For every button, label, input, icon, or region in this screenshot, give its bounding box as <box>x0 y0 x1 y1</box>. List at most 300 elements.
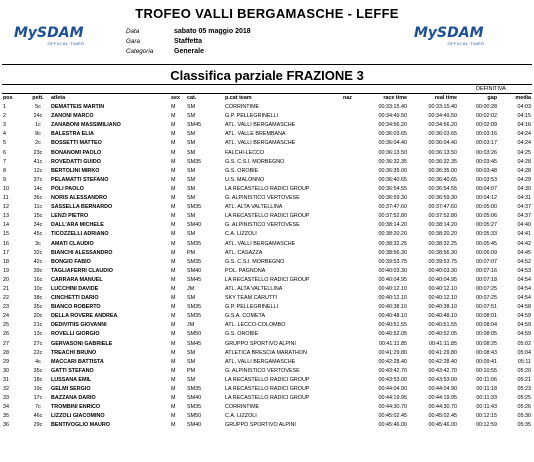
cell-race-time: 00:42:28.40 <box>378 358 408 365</box>
cell-bib: 22c <box>33 349 43 356</box>
cell-category-pos <box>211 194 225 203</box>
meta-value: Generale <box>174 48 204 55</box>
cell-nation <box>343 267 357 276</box>
cell-bib: 36c <box>33 195 43 202</box>
cell-sex: M <box>171 167 176 174</box>
cell-gap: 00:07:25 <box>476 295 498 302</box>
cell-bib: 21c <box>33 322 43 329</box>
cell-gap: 00:08:25 <box>476 340 498 347</box>
cell-sex: M <box>171 313 176 320</box>
cell-pace: 04:16 <box>517 122 532 129</box>
cell-sex: M <box>171 331 176 338</box>
cell-team: POL. PAGNONA <box>225 267 266 274</box>
cell-team: ATL. VALLI BERGAMASCHE <box>225 122 296 129</box>
cell-pace: 04:59 <box>517 331 532 338</box>
cell-gap: 00:08:43 <box>476 349 498 356</box>
cell-category: SM50 <box>187 331 202 338</box>
cell-category-pos <box>211 421 225 430</box>
cell-real-time: 00:40:12.10 <box>428 285 458 292</box>
cell-athlete: ROVELLI GIORGIO <box>51 331 100 338</box>
cell-pos: 35 <box>3 413 9 420</box>
cell-athlete: DALL'ARA MICHELE <box>51 222 104 229</box>
table-row <box>3 403 531 412</box>
cell-gap: 00:07:51 <box>476 304 498 311</box>
cell-real-time: 00:37:52.80 <box>428 213 458 220</box>
cell-sex: M <box>171 149 176 156</box>
cell-gap: 00:07:16 <box>476 267 498 274</box>
table-row <box>3 112 531 121</box>
cell-real-time: 00:42:28.40 <box>428 358 458 365</box>
cell-bib: 46c <box>33 413 43 420</box>
cell-category: SM35 <box>187 158 202 165</box>
cell-pace: 04:54 <box>517 295 532 302</box>
cell-team: LA RECASTELLO RADICI GROUP <box>225 386 310 392</box>
cell-nation <box>343 240 357 249</box>
table-body <box>3 103 531 430</box>
meta-key: Categoria <box>126 48 154 55</box>
col-header-real-time: real time <box>434 95 458 101</box>
cell-bib: 42c <box>33 258 43 265</box>
cell-pace: 04:40 <box>517 222 532 229</box>
cell-pace: 04:29 <box>517 176 532 183</box>
cell-nation <box>343 121 357 130</box>
logo-text: MySDAM <box>14 25 84 41</box>
cell-category-pos <box>211 376 225 385</box>
cell-athlete: LENZI PIETRO <box>51 213 89 220</box>
status-label: DEFINITIVA <box>476 86 506 92</box>
cell-gap: 00:02:09 <box>476 122 498 129</box>
cell-team: U.S. MALONNO <box>225 176 265 183</box>
cell-pos: 3 <box>3 122 6 129</box>
cell-team: GRUPPO SPORTIVO ALPINI <box>225 340 296 347</box>
cell-pace: 04:15 <box>517 113 532 120</box>
cell-gap: 00:07:18 <box>476 276 498 283</box>
cell-race-time: 00:37:47.60 <box>378 204 408 211</box>
cell-sex: M <box>171 176 176 183</box>
cell-nation <box>343 340 357 349</box>
cell-sex: M <box>171 285 176 292</box>
table-row <box>3 330 531 339</box>
cell-bib: 17c <box>33 395 43 402</box>
cell-category-pos <box>211 294 225 303</box>
table-row <box>3 358 531 367</box>
cell-category-pos <box>211 321 225 330</box>
table-row <box>3 285 531 294</box>
cell-bib: 13c <box>33 331 43 338</box>
cell-nation <box>343 276 357 285</box>
table-row <box>3 194 531 203</box>
cell-pos: 32 <box>3 386 9 392</box>
cell-gap: 00:05:27 <box>476 222 498 229</box>
cell-athlete: GERVASONI GABRIELE <box>51 340 113 347</box>
cell-category: JM <box>187 285 195 292</box>
cell-nation <box>343 258 357 267</box>
cell-real-time: 00:38:14.20 <box>428 222 458 229</box>
cell-real-time: 00:36:03.65 <box>428 131 458 138</box>
cell-nation <box>343 303 357 312</box>
table-row <box>3 158 531 167</box>
cell-team: ATL. ALTA VALTELLINA <box>225 204 283 211</box>
cell-category: SM <box>187 167 196 174</box>
cell-athlete: BAZZANA DARIO <box>51 395 96 402</box>
cell-sex: M <box>171 404 176 411</box>
table-row <box>3 376 531 385</box>
divider-top <box>2 64 532 65</box>
cell-sex: M <box>171 213 176 220</box>
table-row <box>3 240 531 249</box>
cell-gap: 00:02:02 <box>476 113 498 120</box>
cell-gap: 00:07:25 <box>476 285 498 292</box>
cell-real-time: 00:36:40.65 <box>428 176 458 183</box>
cell-race-time: 00:40:03.30 <box>378 267 408 274</box>
cell-bib: 41c <box>33 158 43 165</box>
table-row <box>3 149 531 158</box>
cell-category-pos <box>211 158 225 167</box>
cell-real-time: 00:44:04.90 <box>428 386 458 392</box>
cell-pos: 36 <box>3 422 9 429</box>
cell-category: SM <box>187 213 196 220</box>
cell-sex: M <box>171 340 176 347</box>
cell-category-pos <box>211 303 225 312</box>
cell-race-time: 00:38:56.30 <box>378 249 408 256</box>
table-row <box>3 212 531 221</box>
table-row <box>3 276 531 285</box>
cell-athlete: CARRARA MANUEL <box>51 276 103 283</box>
cell-pace: 04:24 <box>517 140 532 147</box>
cell-bib: 2c <box>35 140 41 147</box>
cell-pos: 7 <box>3 158 6 165</box>
cell-gap: 00:08:05 <box>476 331 498 338</box>
cell-category-pos <box>211 139 225 148</box>
cell-real-time: 00:43:42.70 <box>428 367 458 374</box>
cell-real-time: 00:40:48.10 <box>428 313 458 320</box>
col-header-nation: naz <box>343 95 353 101</box>
col-header-athlete: atleta <box>51 95 66 101</box>
cell-category-pos <box>211 149 225 158</box>
cell-team: ATL. VALLI BERGAMASCHE <box>225 240 296 247</box>
table-row <box>3 258 531 267</box>
cell-bib: 34c <box>33 222 43 229</box>
cell-sex: M <box>171 295 176 302</box>
cell-real-time: 00:36:54.55 <box>428 185 458 192</box>
cell-category-pos <box>211 240 225 249</box>
table-row <box>3 167 531 176</box>
divider-middle <box>2 84 532 85</box>
cell-pace: 04:45 <box>517 249 532 256</box>
cell-category: PM <box>187 249 196 256</box>
cell-pos: 26 <box>3 331 9 338</box>
cell-pace: 04:42 <box>517 240 532 247</box>
cell-race-time: 00:41:29.80 <box>378 349 408 356</box>
cell-athlete: BONANOMI PAOLO <box>51 149 102 156</box>
table-row <box>3 340 531 349</box>
cell-nation <box>343 367 357 376</box>
cell-real-time: 00:33:15.40 <box>428 104 458 111</box>
cell-gap: 00:03:48 <box>476 167 498 174</box>
cell-bib: 1c <box>35 122 41 129</box>
cell-category-pos <box>211 276 225 285</box>
cell-team: ATL. VALLI BERGAMASCHE <box>225 358 296 365</box>
cell-race-time: 00:45:02.45 <box>378 413 408 420</box>
cell-category: SM <box>187 113 196 120</box>
cell-nation <box>343 394 357 403</box>
col-header-pos: pos <box>3 95 13 101</box>
cell-category: SM40 <box>187 267 202 274</box>
meta-row-category <box>126 47 251 57</box>
cell-sex: M <box>171 158 176 165</box>
cell-athlete: POLI PAOLO <box>51 185 84 192</box>
race-meta <box>126 27 251 57</box>
cell-pos: 25 <box>3 322 9 329</box>
results-table <box>3 94 531 430</box>
cell-bib: 7c <box>35 404 41 411</box>
cell-nation <box>343 330 357 339</box>
cell-real-time: 00:44:19.95 <box>428 395 458 402</box>
cell-race-time: 00:36:40.65 <box>378 176 408 183</box>
cell-nation <box>343 421 357 430</box>
cell-pos: 9 <box>3 176 6 183</box>
cell-gap: 00:04:12 <box>476 195 498 202</box>
meta-value: sabato 05 maggio 2018 <box>174 28 251 35</box>
cell-athlete: GELMI SERGIO <box>51 386 91 392</box>
cell-race-time: 00:44:30.70 <box>378 404 408 411</box>
cell-race-time: 00:40:48.10 <box>378 313 408 320</box>
cell-athlete: BONGIO FABIO <box>51 258 91 265</box>
cell-pace: 04:24 <box>517 131 532 138</box>
cell-real-time: 00:40:03.30 <box>428 267 458 274</box>
cell-bib: 20c <box>33 313 43 320</box>
cell-bib: 10c <box>33 285 43 292</box>
cell-race-time: 00:36:13.50 <box>378 149 408 156</box>
cell-bib: 11c <box>33 204 43 211</box>
table-header-row <box>3 94 531 103</box>
cell-category-pos <box>211 403 225 412</box>
cell-race-time: 00:40:12.10 <box>378 295 408 302</box>
cell-gap: 00:03:17 <box>476 140 498 147</box>
cell-athlete: BERTOLINI MIRKO <box>51 167 100 174</box>
cell-team: G.S. C.S.I. MORBEGNO <box>225 258 285 265</box>
logo-subtitle: OFFICIAL TIMER <box>47 41 85 46</box>
table-row <box>3 394 531 403</box>
cell-athlete: BIANCHI ALESSANDRO <box>51 249 113 256</box>
cell-gap: 00:03:45 <box>476 158 498 165</box>
cell-team: ATL. VALLE BREMBANA <box>225 131 286 138</box>
cell-team: CORRINTIME <box>225 104 260 111</box>
cell-sex: M <box>171 258 176 265</box>
cell-gap: 00:03:16 <box>476 131 498 138</box>
mysdam-logo-right <box>414 26 518 46</box>
cell-real-time: 00:40:04.95 <box>428 276 458 283</box>
cell-bib: 18c <box>33 376 43 383</box>
cell-nation <box>343 130 357 139</box>
table-row <box>3 294 531 303</box>
cell-real-time: 00:34:49.50 <box>428 113 458 120</box>
cell-race-time: 00:36:54.55 <box>378 185 408 192</box>
cell-athlete: CINCHETTI DARIO <box>51 295 99 302</box>
cell-nation <box>343 149 357 158</box>
cell-nation <box>343 412 357 421</box>
table-row <box>3 221 531 230</box>
cell-team: C.A. LIZZOLI <box>225 413 257 420</box>
logo-subtitle: OFFICIAL TIMER <box>447 41 485 46</box>
cell-pos: 22 <box>3 295 9 302</box>
cell-category: JM <box>187 322 195 329</box>
cell-athlete: BIANCO ROBERTO <box>51 304 101 311</box>
cell-race-time: 00:45:46.00 <box>378 422 408 429</box>
cell-pace: 04:54 <box>517 285 532 292</box>
cell-athlete: LUCCHINI DAVIDE <box>51 285 99 292</box>
cell-race-time: 00:44:04.90 <box>378 386 408 392</box>
table-row <box>3 103 531 112</box>
cell-nation <box>343 103 357 112</box>
cell-sex: M <box>171 104 176 111</box>
cell-gap: 00:10:55 <box>476 367 498 374</box>
cell-bib: 32c <box>33 249 43 256</box>
cell-bib: 35c <box>33 367 43 374</box>
cell-sex: M <box>171 240 176 247</box>
cell-athlete: TREACHI BRUNO <box>51 349 97 356</box>
table-row <box>3 412 531 421</box>
cell-race-time: 00:41:11.85 <box>378 340 408 347</box>
cell-race-time: 00:38:32.25 <box>378 240 408 247</box>
cell-sex: M <box>171 122 176 129</box>
cell-team: G. ALPINISTICO VERTOVESE <box>225 222 300 229</box>
cell-team: ATL. CASAZZA <box>225 249 263 256</box>
cell-pos: 23 <box>3 304 9 311</box>
cell-nation <box>343 203 357 212</box>
cell-gap: 00:11:18 <box>476 386 498 392</box>
cell-team: CORRINTIME <box>225 404 260 411</box>
cell-sex: M <box>171 267 176 274</box>
cell-race-time: 00:40:38.10 <box>378 304 408 311</box>
table-row <box>3 421 531 430</box>
cell-team: FALCHI-LECCO <box>225 149 265 156</box>
cell-team: G. ALPINISTICO VERTOVESE <box>225 195 300 202</box>
cell-pos: 6 <box>3 149 6 156</box>
col-header-pace: media <box>515 95 532 101</box>
cell-gap: 00:04:07 <box>476 185 498 192</box>
cell-pace: 04:37 <box>517 213 532 220</box>
cell-athlete: DEDIVITIIS GIOVANNI <box>51 322 107 329</box>
cell-bib: 29c <box>33 422 43 429</box>
cell-real-time: 00:40:38.10 <box>428 304 458 311</box>
cell-sex: M <box>171 131 176 138</box>
cell-category: SM35 <box>187 204 202 211</box>
cell-pos: 11 <box>3 195 9 202</box>
cell-race-time: 00:40:12.10 <box>378 285 408 292</box>
cell-team: LA RECASTELLO RADICI GROUP <box>225 185 310 192</box>
cell-sex: M <box>171 304 176 311</box>
cell-athlete: NORIS ALESSANDRO <box>51 195 108 202</box>
cell-pace: 05:35 <box>517 422 532 429</box>
cell-category: SM40 <box>187 395 202 402</box>
cell-category: SM <box>187 104 196 111</box>
cell-bib: 37c <box>33 176 43 183</box>
meta-row-date <box>126 27 251 37</box>
cell-team: ATL. VALLI BERGAMASCHE <box>225 140 296 147</box>
cell-category-pos <box>211 112 225 121</box>
meta-value: Staffetta <box>174 38 203 45</box>
cell-nation <box>343 403 357 412</box>
cell-sex: M <box>171 231 176 238</box>
cell-real-time: 00:45:46.00 <box>428 422 458 429</box>
table-row <box>3 130 531 139</box>
cell-pace: 05:23 <box>517 386 532 392</box>
cell-pace: 05:02 <box>517 340 532 347</box>
cell-real-time: 00:36:04.40 <box>428 140 458 147</box>
cell-nation <box>343 167 357 176</box>
cell-category: SM <box>187 185 196 192</box>
cell-pace: 05:30 <box>517 413 532 420</box>
table-row <box>3 321 531 330</box>
cell-category-pos <box>211 267 225 276</box>
cell-race-time: 00:33:15.40 <box>378 104 408 111</box>
table-row <box>3 121 531 130</box>
cell-bib: 4c <box>35 358 41 365</box>
cell-pos: 28 <box>3 349 9 356</box>
cell-pace: 05:26 <box>517 404 532 411</box>
cell-team: SKY TEAM CARUTTI <box>225 295 277 302</box>
table-row <box>3 185 531 194</box>
cell-pace: 04:53 <box>517 267 532 274</box>
cell-gap: 00:07:07 <box>476 258 498 265</box>
cell-race-time: 00:34:56.20 <box>378 122 408 129</box>
cell-gap: 00:08:04 <box>476 322 498 329</box>
cell-category: SM50 <box>187 413 202 420</box>
cell-category-pos <box>211 249 225 258</box>
cell-gap: 00:11:06 <box>476 376 498 383</box>
cell-nation <box>343 312 357 321</box>
cell-pace: 04:58 <box>517 304 532 311</box>
cell-team: GRUPPO SPORTIVO ALPINI <box>225 422 296 429</box>
cell-category: SM35 <box>187 258 202 265</box>
cell-category-pos <box>211 230 225 239</box>
table-row <box>3 267 531 276</box>
cell-sex: M <box>171 422 176 429</box>
col-header-cat: cat. <box>187 95 197 101</box>
cell-athlete: TAGLIAFERRI CLAUDIO <box>51 267 113 274</box>
cell-pos: 4 <box>3 131 6 138</box>
cell-race-time: 00:34:49.50 <box>378 113 408 120</box>
cell-gap: 00:06:09 <box>476 249 498 256</box>
cell-gap: 00:12:15 <box>476 413 498 420</box>
cell-pos: 19 <box>3 267 9 274</box>
cell-category-pos <box>211 203 225 212</box>
cell-pos: 20 <box>3 276 9 283</box>
cell-category: SM45 <box>187 340 202 347</box>
cell-sex: M <box>171 358 176 365</box>
cell-pace: 05:04 <box>517 349 532 356</box>
cell-pace: 04:31 <box>517 195 532 202</box>
cell-team: LA RECASTELLO RADICI GROUP <box>225 376 310 383</box>
cell-sex: M <box>171 376 176 383</box>
cell-bib: 39c <box>33 267 43 274</box>
cell-race-time: 00:40:52.05 <box>378 331 408 338</box>
cell-sex: M <box>171 367 176 374</box>
cell-pace: 04:30 <box>517 185 532 192</box>
cell-category-pos <box>211 121 225 130</box>
cell-pace: 04:54 <box>517 276 532 283</box>
cell-team: ATL. ALTA VALTELLINA <box>225 285 283 292</box>
cell-nation <box>343 221 357 230</box>
cell-race-time: 00:36:35.00 <box>378 167 408 174</box>
cell-category: SM35 <box>187 304 202 311</box>
cell-nation <box>343 294 357 303</box>
table-row <box>3 385 531 394</box>
cell-pos: 21 <box>3 285 9 292</box>
cell-nation <box>343 385 357 394</box>
col-header-race-time: race time <box>383 95 408 101</box>
